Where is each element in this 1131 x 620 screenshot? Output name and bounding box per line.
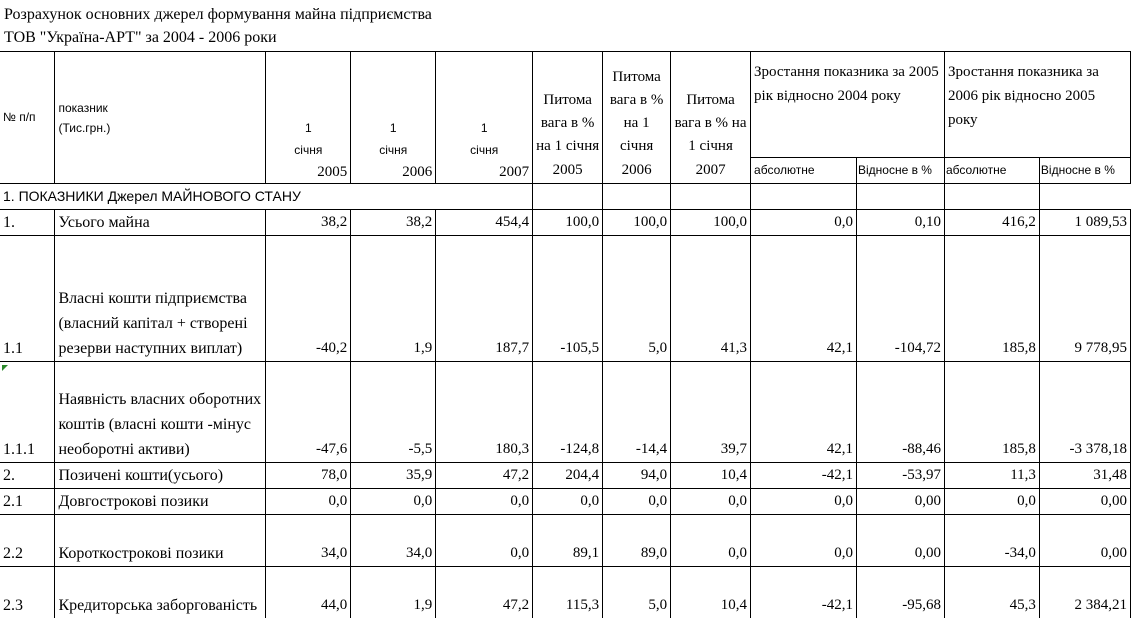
growth-rel-2005: -104,72: [856, 236, 944, 362]
value-2007: 47,2: [436, 463, 533, 489]
header-share-2007-year: 2007: [671, 158, 751, 184]
share-2005: 0,0: [533, 489, 603, 515]
row-indicator: Усього майна: [55, 210, 266, 236]
header-share-2005: Питома вага в % на 1 січня: [533, 52, 603, 158]
growth-rel-2006: 1 089,53: [1039, 210, 1130, 236]
header-growth-2005: Зростання показника за 2005 рік відносно 2004 року: [751, 52, 945, 134]
share-2005: 204,4: [533, 463, 603, 489]
table-body: [0, 184, 1131, 618]
growth-rel-2005: 0,00: [856, 515, 944, 567]
table-row: [0, 489, 1131, 515]
value-2006: 35,9: [351, 463, 436, 489]
growth-abs-2005: 42,1: [751, 236, 857, 362]
value-2005: -47,6: [266, 362, 351, 463]
growth-abs-2005: 42,1: [751, 362, 857, 463]
header-share-2007: Питома вага в % на 1 січня: [671, 52, 751, 158]
header-month: січня: [470, 143, 499, 157]
share-2007: 0,0: [671, 489, 751, 515]
table-row: [0, 515, 1131, 567]
value-2007: 454,4: [436, 210, 533, 236]
share-2006: 5,0: [603, 567, 671, 618]
growth-abs-2005: 0,0: [751, 210, 857, 236]
value-2006: 1,9: [351, 236, 436, 362]
share-2007: 0,0: [671, 515, 751, 567]
table-row: [0, 463, 1131, 489]
row-indicator: Кредиторська заборгованість: [55, 567, 266, 618]
header-month: січня: [379, 143, 408, 157]
value-2005: 78,0: [266, 463, 351, 489]
growth-rel-2005: -53,97: [856, 463, 944, 489]
share-2005: 100,0: [533, 210, 603, 236]
value-2007: 47,2: [436, 567, 533, 618]
share-2005: 89,1: [533, 515, 603, 567]
row-number: 2.3: [0, 567, 55, 618]
header-col-2007: [436, 52, 533, 184]
share-2006: -14,4: [603, 362, 671, 463]
row-number: 2.1: [0, 489, 55, 515]
share-2007: 41,3: [671, 236, 751, 362]
table-row: [0, 210, 1131, 236]
growth-rel-2006: 9 778,95: [1039, 236, 1130, 362]
header-relative-2005: Відносне в %: [856, 158, 944, 184]
growth-abs-2005: -42,1: [751, 567, 857, 618]
share-2005: -124,8: [533, 362, 603, 463]
value-2005: 38,2: [266, 210, 351, 236]
share-2006: 0,0: [603, 489, 671, 515]
header-year: 2005: [317, 164, 348, 180]
value-2007: 0,0: [436, 515, 533, 567]
section-row: [0, 184, 1131, 210]
row-number: 1.: [0, 210, 55, 236]
header-year: 2006: [402, 164, 433, 180]
growth-abs-2005: 0,0: [751, 515, 857, 567]
growth-abs-2006: 0,0: [944, 489, 1039, 515]
share-2005: -105,5: [533, 236, 603, 362]
value-2005: 44,0: [266, 567, 351, 618]
value-2005: 0,0: [266, 489, 351, 515]
table-row: [0, 236, 1131, 362]
header-indicator: показник: [58, 100, 108, 115]
row-indicator: Позичені кошти(усього): [55, 463, 266, 489]
header-share-2006-year: 2006: [603, 158, 671, 184]
growth-abs-2006: 11,3: [944, 463, 1039, 489]
header-absolute-2005: абсолютне: [751, 158, 857, 184]
share-2006: 89,0: [603, 515, 671, 567]
growth-rel-2006: 0,00: [1039, 515, 1130, 567]
share-2006: 100,0: [603, 210, 671, 236]
header-indicator-cell: [55, 52, 266, 184]
share-2005: 115,3: [533, 567, 603, 618]
row-number: 2.2: [0, 515, 55, 567]
value-2006: 1,9: [351, 567, 436, 618]
row-number: 1.1: [0, 236, 55, 362]
header-col-2005: [266, 52, 351, 184]
row-indicator: Наявність власних оборотних коштів (власні кошти -мінус необоротні активи): [55, 362, 266, 463]
header-share-2006: Питома вага в % на 1 січня: [603, 52, 671, 158]
growth-rel-2005: -88,46: [856, 362, 944, 463]
header-growth-2006: Зростання показника за 2006 рік відносно 2005 року: [944, 52, 1130, 134]
share-2006: 94,0: [603, 463, 671, 489]
share-2007: 100,0: [671, 210, 751, 236]
header-day: 1: [304, 121, 312, 135]
header-month: січня: [294, 143, 323, 157]
growth-abs-2006: 45,3: [944, 567, 1039, 618]
value-2007: 187,7: [436, 236, 533, 362]
row-indicator: Короткострокові позики: [55, 515, 266, 567]
report-title: Розрахунок основних джерел формування майна підприємства: [4, 6, 432, 23]
growth-rel-2006: 2 384,21: [1039, 567, 1130, 618]
row-indicator: Довгострокові позики: [55, 489, 266, 515]
share-2007: 39,7: [671, 362, 751, 463]
value-2006: 34,0: [351, 515, 436, 567]
value-2007: 0,0: [436, 489, 533, 515]
sources-table: [0, 51, 1131, 618]
share-2006: 5,0: [603, 236, 671, 362]
growth-abs-2006: 185,8: [944, 236, 1039, 362]
growth-rel-2005: -95,68: [856, 567, 944, 618]
value-2006: 0,0: [351, 489, 436, 515]
growth-abs-2005: 0,0: [751, 489, 857, 515]
cell-comment-marker: [2, 365, 8, 371]
header-year: 2007: [499, 164, 530, 180]
growth-rel-2006: 31,48: [1039, 463, 1130, 489]
report-subtitle: ТОВ "Україна-АРТ" за 2004 - 2006 роки: [4, 29, 277, 46]
row-number: 1.1.1: [0, 362, 55, 463]
growth-rel-2006: 0,00: [1039, 489, 1130, 515]
growth-abs-2006: 416,2: [944, 210, 1039, 236]
header-unit: (Тис.грн.): [58, 120, 111, 135]
value-2006: -5,5: [351, 362, 436, 463]
header-day: 1: [480, 121, 488, 135]
growth-rel-2005: 0,10: [856, 210, 944, 236]
header-absolute-2006: абсолютне: [944, 158, 1039, 184]
value-2006: 38,2: [351, 210, 436, 236]
growth-abs-2006: -34,0: [944, 515, 1039, 567]
value-2007: 180,3: [436, 362, 533, 463]
header-col-2006: [351, 52, 436, 184]
header-growth-2006-gap: [944, 134, 1130, 158]
share-2007: 10,4: [671, 567, 751, 618]
growth-abs-2006: 185,8: [944, 362, 1039, 463]
header-share-2005-year: 2005: [533, 158, 603, 184]
table-row: [0, 567, 1131, 618]
growth-rel-2006: -3 378,18: [1039, 362, 1130, 463]
table-header: [0, 52, 1131, 184]
share-2007: 10,4: [671, 463, 751, 489]
growth-rel-2005: 0,00: [856, 489, 944, 515]
growth-abs-2005: -42,1: [751, 463, 857, 489]
row-number: 2.: [0, 463, 55, 489]
header-relative-2006: Відносне в %: [1039, 158, 1130, 184]
section-title: 1. ПОКАЗНИКИ Джерел МАЙНОВОГО СТАНУ: [3, 188, 301, 204]
header-no: № п/п: [0, 52, 55, 184]
value-2005: 34,0: [266, 515, 351, 567]
header-day: 1: [389, 121, 397, 135]
row-indicator: Власні кошти підприємства (власний капітал + створені резерви наступних виплат): [55, 236, 266, 362]
value-2005: -40,2: [266, 236, 351, 362]
table-row: [0, 362, 1131, 463]
header-growth-2005-gap: [751, 134, 945, 158]
